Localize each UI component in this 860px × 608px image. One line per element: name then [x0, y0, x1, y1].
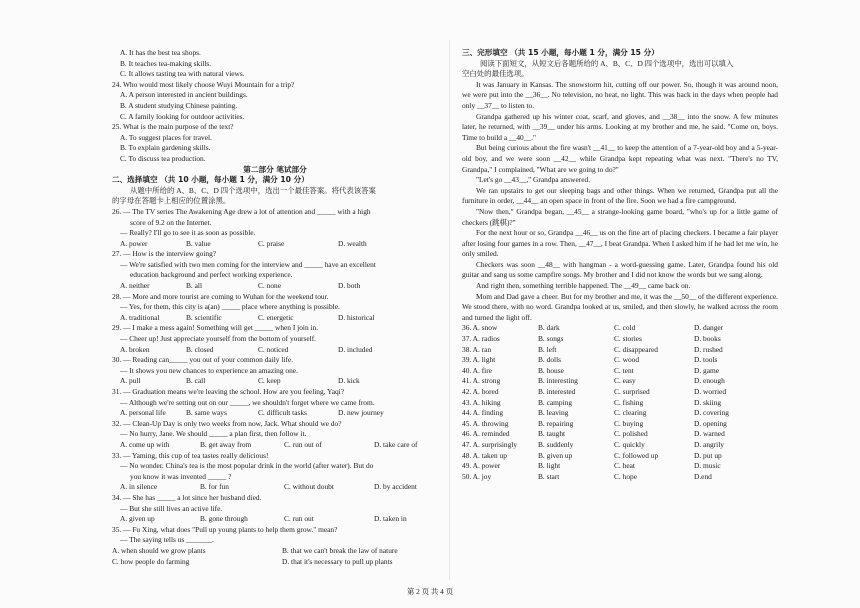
passage-paragraph-8: Checkers was soon __48__ with hangman - a word-guessing game. Later, Grandpa found his old guitar and sang us some campfire songs. My brother and I did not know the words but we sang along. [462, 259, 778, 280]
cloze-option: 48. A. taken up [462, 450, 507, 460]
cloze-option: 40. A. fire [462, 365, 492, 375]
cloze-option: C. hope [614, 471, 637, 481]
question-27-cont: education background and perfect working experience. [130, 270, 293, 280]
q30-option-a: A. pull [120, 376, 141, 386]
cloze-option-row [462, 387, 778, 398]
cloze-option-row [462, 451, 778, 462]
q35-option-a: A. when should we grow plants [112, 545, 206, 555]
cloze-option: D. rushed [694, 344, 723, 354]
cloze-option: 41. A. strong [462, 376, 501, 386]
cloze-option: D. enough [694, 376, 725, 386]
question-26-cont: score of 9.2 on the Internet. [130, 217, 212, 227]
question-32: 32. — Clean-Up Day is only two weeks from now, Jack. What should we do? [112, 418, 342, 428]
q35-option-b: B. that we can't break the law of nature [282, 545, 398, 555]
q33-option-a: A. in silence [120, 482, 158, 492]
cloze-option: D. skiing [694, 397, 722, 407]
section-choice-instructions: 从题中所给的 A、B、C、D 四个选项中，选出一个最佳答案。将代表该答案 [130, 185, 376, 195]
question-35-reply: — The saying tells us _______. [120, 535, 214, 545]
question-35: 35. — Fu Xing, what does "Pull up young plants to help them grow." mean? [112, 524, 338, 534]
question-27: 27. — How is the interview going? [112, 249, 217, 259]
cloze-option: D.end [694, 471, 712, 481]
q25-option-b: B. To explain gardening skills. [120, 143, 211, 153]
question-32-reply: — No hurry, Jane. We should _____ a plan first, then follow it. [120, 429, 307, 439]
cloze-option: B. songs [538, 334, 564, 344]
question-30-reply: — It shows you new chances to experience an amazing one. [120, 365, 298, 375]
q30-option-c: C. keep [258, 376, 281, 386]
question-28-reply: — Yes, for them, this city is a(an) _____ place where anything is possible. [120, 302, 340, 312]
passage-paragraph-6: "Now then," Grandpa began, __45__ a strange-looking game board, "who's up for a little game of checkers (跳棋)?" [462, 206, 778, 227]
q24-option-b: B. A student studying Chinese painting. [120, 100, 238, 110]
cloze-option: B. house [538, 365, 564, 375]
cloze-option-row [462, 408, 778, 419]
cloze-option: 39. A. light [462, 355, 496, 365]
q31-option-d: D. new journey [338, 408, 384, 418]
cloze-option: 42. A. bored [462, 387, 499, 396]
q35-options [112, 546, 438, 567]
cloze-option: D. books [694, 334, 721, 344]
q34-option-b: B. gone through [200, 514, 248, 524]
cloze-option: 45. A. throwing [462, 418, 509, 428]
q34-option-c: C. run out [284, 514, 314, 524]
cloze-option: 50. A. joy [462, 471, 492, 481]
cloze-option: 46. A. reminded [462, 429, 510, 439]
cloze-option: D. put up [694, 450, 722, 460]
cloze-option: B. repairing [538, 418, 574, 428]
cloze-option: B. dark [538, 323, 560, 333]
cloze-option: B. given up [538, 450, 573, 460]
cloze-option: C. fishing [614, 397, 644, 407]
q30-option-d: D. kick [338, 376, 360, 386]
cloze-option: B. left [538, 344, 557, 354]
q26-option-b: B. value [186, 238, 211, 248]
q33-option-b: B. for fun [200, 482, 229, 492]
q33-options [112, 482, 438, 493]
cloze-option: B. suddenly [538, 439, 574, 449]
cloze-option-row [462, 419, 778, 430]
q29-option-b: B. closed [186, 344, 214, 354]
q28-options [112, 313, 438, 324]
q32-option-a: A. come up with [120, 439, 170, 449]
left-column [112, 48, 438, 567]
cloze-option: C. heat [614, 461, 635, 471]
q27-option-a: A. neither [120, 281, 150, 291]
cloze-options-table [462, 323, 778, 482]
cloze-option-row [462, 323, 778, 334]
cloze-option: C. disappeared [614, 344, 658, 354]
cloze-option: D. tools [694, 355, 718, 365]
cloze-option-row [462, 366, 778, 377]
question-31-reply: — Although we're setting out on our _____, we shouldn't forget where we came from. [120, 397, 375, 407]
passage-paragraph-9: And right then, something terrible happened. The __49__ came back on. [476, 281, 691, 291]
q26-option-a: A. power [120, 238, 148, 248]
q28-option-d: D. historical [338, 312, 375, 322]
q34-options [112, 514, 438, 525]
q23-option-b: B. It teaches tea-making skills. [120, 58, 212, 68]
q31-option-c: C. difficult tasks [258, 408, 307, 418]
q24-option-c: C. A family looking for outdoor activities. [120, 111, 245, 121]
question-26: 26. — The TV series The Awakening Age drew a lot of attention and _____ with a high [112, 206, 371, 216]
question-29-reply: — Cheer up! Just appreciate yourself from the bottom of yourself. [120, 334, 317, 344]
cloze-option-row [462, 429, 778, 440]
cloze-option: D. covering [694, 408, 729, 418]
question-24: 24. Who would most likely choose Wuyi Mountain for a trip? [112, 79, 295, 89]
q25-option-c: C. To discuss tea production. [120, 153, 206, 163]
section-cloze-title: 三、完形填空 （共 15 小题，每小题 1 分，满分 15 分） [462, 48, 659, 57]
cloze-option: C. quickly [614, 439, 645, 449]
q23-option-a: A. It has the best tea shops. [120, 48, 201, 57]
cloze-option: D. opening [694, 418, 727, 428]
q32-option-c: C. run out of [284, 439, 322, 449]
cloze-option: 47. A. surprisingly [462, 439, 518, 449]
q34-option-a: A. given up [120, 514, 155, 524]
page-number: 第 2 页 共 4 页 [406, 587, 454, 596]
cloze-option: C. easy [614, 376, 636, 386]
passage-paragraph-3: But being curious about the fire wasn't __41__ to keep the attention of a 7-year-old boy and a 5-year-old boy, and we were soon __42__ while Grandpa kept repeating what was next. "There's no TV, Grandpa," I complained, "What are we going to do?" [462, 143, 778, 174]
q29-option-d: D. included [338, 344, 373, 354]
cloze-option: C. clearing [614, 408, 647, 418]
cloze-option: 36. A. snow [462, 323, 498, 333]
cloze-option-row [462, 472, 778, 483]
q35-option-c: C. how people do farming [112, 556, 190, 566]
question-33: 33. — Yaming, this cup of tea tastes really delicious! [112, 450, 269, 460]
cloze-option: D. warned [694, 429, 725, 439]
question-28: 28. — More and more tourist are coming to Wuhan for the weekend tour. [112, 291, 329, 301]
section-choice-title: 二、选择填空 （共 10 小题，每小题 1 分，满分 10 分） [112, 175, 309, 185]
q28-option-b: B. scientific [186, 312, 222, 322]
cloze-option-row [462, 345, 778, 356]
passage-paragraph-4: "Let's go __43__," Grandpa answered. [476, 175, 591, 185]
q32-options [112, 440, 438, 451]
q34-option-d: D. taken in [374, 514, 407, 524]
cloze-option: 37. A. radios [462, 334, 500, 344]
cloze-option: B. camping [538, 397, 573, 407]
q31-option-a: A. personal life [120, 408, 166, 418]
cloze-option: B. dolls [538, 355, 561, 365]
q26-options [112, 239, 438, 250]
question-34: 34. — She has _____ a lot since her husband died. [112, 492, 262, 502]
q26-option-c: C. praise [258, 238, 285, 248]
question-33-cont: you know it was invented _____ ? [130, 471, 232, 481]
section-choice-instructions-cont: 的字母在答题卡上相应的位置涂黑。 [112, 196, 231, 206]
right-column [462, 48, 778, 482]
question-30: 30. — Reading can_____ you out of your common daily life. [112, 355, 294, 365]
cloze-option: D. music [694, 461, 721, 471]
q29-option-a: A. broken [120, 344, 150, 354]
section-cloze-instructions-cont: 空白处的最佳选项。 [462, 69, 529, 79]
question-26-reply: — Really? I'll go to see it as soon as possible. [120, 228, 256, 238]
cloze-option: 43. A. hiking [462, 397, 501, 407]
cloze-option: D. angrily [694, 439, 724, 449]
cloze-option: C. cold [614, 323, 636, 333]
cloze-option: C. polished [614, 429, 648, 439]
question-31: 31. — Graduation means we're leaving the school. How are you feeling, Yaqi? [112, 387, 345, 396]
q24-option-a: A. A person interested in ancient buildings. [120, 90, 248, 100]
q33-option-c: C. without doubt [284, 482, 334, 492]
cloze-option-row [462, 398, 778, 409]
q28-option-c: C. energetic [258, 312, 294, 322]
question-33-reply: — No wonder. China's tea is the most popular drink in the world (after water). But do [120, 461, 374, 471]
cloze-option: C. tent [614, 365, 634, 375]
q28-option-a: A. traditional [120, 312, 160, 322]
q31-option-b: B. same ways [186, 408, 227, 418]
q29-option-c: C. noticed [258, 344, 289, 354]
q30-option-b: B. call [186, 376, 206, 386]
cloze-option: 44. A. finding [462, 408, 504, 418]
cloze-option: C. followed up [614, 450, 659, 460]
cloze-option: C. buying [614, 418, 644, 428]
cloze-option: B. start [538, 471, 560, 481]
cloze-option-row [462, 334, 778, 345]
cloze-option: 38. A. ran [462, 344, 492, 354]
q32-option-b: B. get away from [200, 439, 252, 449]
cloze-option: D. worried [694, 387, 727, 396]
cloze-option: C. wood [614, 355, 640, 365]
section-cloze-instructions: 阅读下面短文，从短文后各题所给的 A、B、C、D 四个选项中，选出可以填入 [480, 58, 734, 68]
cloze-option-row [462, 461, 778, 472]
question-29: 29. — I make a mess again! Something will get _____ when I join in. [112, 323, 319, 333]
cloze-option: B. interesting [538, 376, 578, 386]
cloze-option-row [462, 440, 778, 451]
cloze-option: B. taught [538, 429, 566, 439]
cloze-option: C. surprised [614, 387, 650, 396]
q35-option-d: D. that it's necessary to pull up plants [282, 556, 393, 566]
q27-options [112, 281, 438, 292]
passage-paragraph-7: For the next hour or so, Grandpa __46__ us on the fine art of placing checkers. I became a fair player after losing four games in a row. Then, __47__, I beat Grandpa. When I asked him if he had let me win, he only smiled. [462, 228, 778, 259]
cloze-option: B. leaving [538, 408, 569, 418]
q29-options [112, 345, 438, 356]
question-34-reply: — But she still lives an active life. [120, 503, 223, 513]
question-27-reply: — We're satisfied with two men coming for the interview and _____ have an excellent [120, 259, 376, 269]
passage-paragraph-10: Mom and Dad gave a cheer. But for my brother and me, it was the __50__ of the different experience. We stood there, with no word. Grandpa looked at us, smiled, and then slowly, he walked across the room and turned the light off. [462, 291, 778, 322]
passage-paragraph-2: Grandpa gathered up his winter coat, scarf, and gloves, and __38__ into the snow. A few minutes later, he returned, with __39__ under his arms. Looking at my brother and me, he said. "Come on, boys. Time to build a __40__." [462, 111, 778, 142]
q25-option-a: A. To suggest places for travel. [120, 132, 212, 142]
q23-option-c: C. It allows tasting tea with natural views. [120, 69, 245, 79]
page-fold-line [449, 40, 450, 580]
question-25: 25. What is the main purpose of the text? [112, 122, 234, 132]
cloze-option: C. stories [614, 334, 642, 344]
cloze-option: B. light [538, 461, 561, 471]
q30-options [112, 376, 438, 387]
q33-option-d: D. by accident [374, 482, 417, 492]
cloze-option-row [462, 355, 778, 366]
q27-option-d: D. both [338, 281, 361, 291]
q27-option-b: B. all [186, 281, 203, 291]
q31-options [112, 408, 438, 419]
passage-paragraph-5: We ran upstairs to get our sleeping bags and other things. When we returned, Grandpa put all the furniture in order, __44__ an open space in front of the fire. Soon we had a fire campground. [462, 185, 778, 206]
cloze-option: 49. A. power [462, 461, 501, 471]
q26-option-d: D. wealth [338, 238, 367, 248]
q32-option-d: D. take care of [374, 439, 418, 449]
cloze-option: D. danger [694, 323, 724, 333]
part-2-title: 第二部分 笔试部分 [243, 164, 307, 174]
cloze-option-row [462, 376, 778, 387]
q27-option-c: C. none [258, 281, 281, 291]
cloze-option: D. game [694, 365, 720, 375]
passage-paragraph-1: It was January in Kansas. The snowstorm hit, cutting off our power. So, though it was around noon, we were put into the __36__. No television, no heat, no light. This was back in the days when people had only __37__ to listen to. [462, 79, 778, 110]
cloze-option: B. interested [538, 387, 576, 396]
